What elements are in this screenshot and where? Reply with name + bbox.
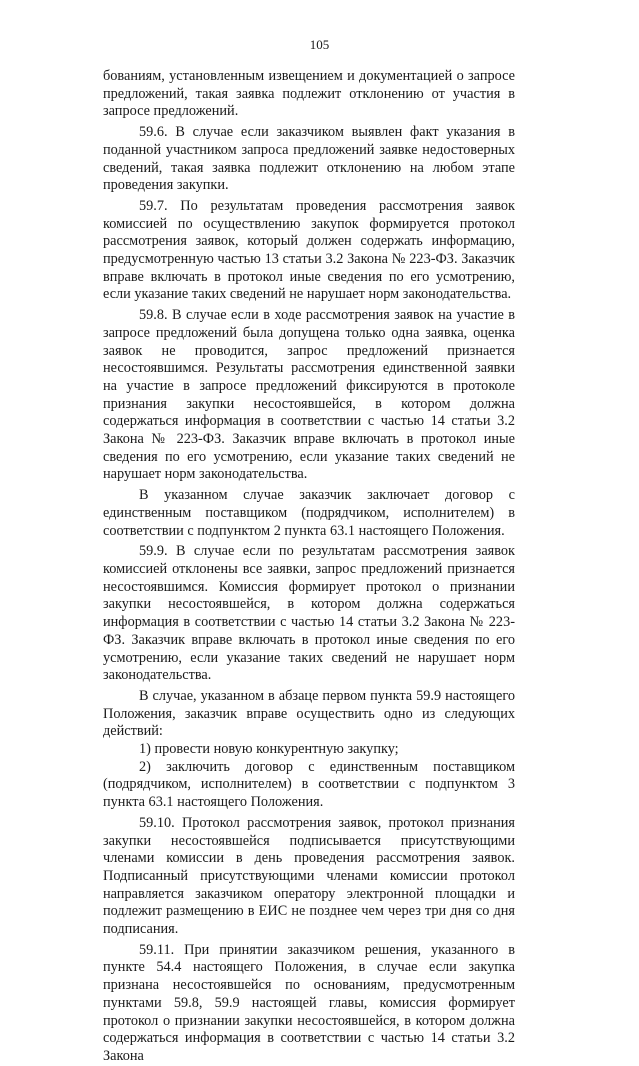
paragraph-59-10: 59.10. Протокол рассмотрения заявок, протокол признания закупки несостоявшейся подписывается присутствующими членами комиссии в день проведения рассмотрения заявок. Подписанный присутствующими членами комиссии протокол направляется заказчиком оператору электронной площадки и подлежит размещению в ЕИС не позднее чем через три дня со дня подписания.: [103, 814, 515, 938]
paragraph: бованиям, установленным извещением и документацией о запросе предложений, такая заявка подлежит отклонению от участия в запросе предложений.: [103, 68, 515, 120]
document-body: [103, 68, 515, 1066]
paragraph: В указанном случае заказчик заключает договор с единственным поставщиком (подрядчиком, исполнителем) в соответствии с подпунктом 2 пункта 63.1 настоящего Положения.: [103, 487, 515, 539]
paragraph-59-7: 59.7. По результатам проведения рассмотрения заявок комиссией по осуществлению закупок формируется протокол рассмотрения заявок, который должен содержать информацию, предусмотренную частью 13 статьи 3.2 Закона № 223-ФЗ. Заказчик вправе включать в протокол иные сведения по его усмотрению, если указание таких сведений не нарушает норм законодательства.: [103, 197, 515, 303]
list-item: 1) провести новую конкурентную закупку;: [139, 741, 399, 758]
paragraph-59-11: 59.11. При принятии заказчиком решения, указанного в пункте 54.4 настоящего Положения, в случае если закупка признана несостоявшейся по основаниям, предусмотренным пунктами 59.8, 59.9 настоящей главы, комиссия формирует протокол о признании закупки несостоявшейся, в котором должна содержаться информация в соответствии с частью 14 статьи 3.2 Закона: [103, 941, 515, 1064]
paragraph-59-6: 59.6. В случае если заказчиком выявлен факт указания в поданной участником запроса предложений заявке недостоверных сведений, такая заявка подлежит отклонению на любом этапе проведения закупки.: [103, 124, 515, 194]
page-number: 105: [309, 37, 330, 52]
paragraph: В случае, указанном в абзаце первом пункта 59.9 настоящего Положения, заказчик вправе осуществить одно из следующих действий:: [103, 687, 515, 740]
list-item: 2) заключить договор с единственным поставщиком (подрядчиком, исполнителем) в соответствии с подпунктом 3 пункта 63.1 настоящего Положения.: [103, 758, 515, 811]
paragraph-59-9: 59.9. В случае если по результатам рассмотрения заявок комиссией отклонены все заявки, запрос предложений признается несостоявшимся. Комиссия формирует протокол о признании закупки несостоявшейся, в котором должна содержаться информация в соответствии с частью 14 статьи 3.2 Закона № 223-ФЗ. Заказчик вправе включать в протокол иные сведения по его усмотрению, если указание таких сведений не нарушает норм законодательства.: [103, 543, 515, 684]
paragraph-59-8: 59.8. В случае если в ходе рассмотрения заявок на участие в запросе предложений была допущена только одна заявка, оценка заявок не проводится, запрос предложений признается несостоявшимся. Результаты рассмотрения единственной заявки на участие в запросе предложений фиксируются в протоколе признания закупки несостоявшейся, в котором должна содержаться информация в соответствии с частью 14 статьи 3.2 Закона № 223-ФЗ. Заказчик вправе включать в протокол иные сведения по его усмотрению, если указание таких сведений не нарушает норм законодательства.: [103, 307, 515, 483]
